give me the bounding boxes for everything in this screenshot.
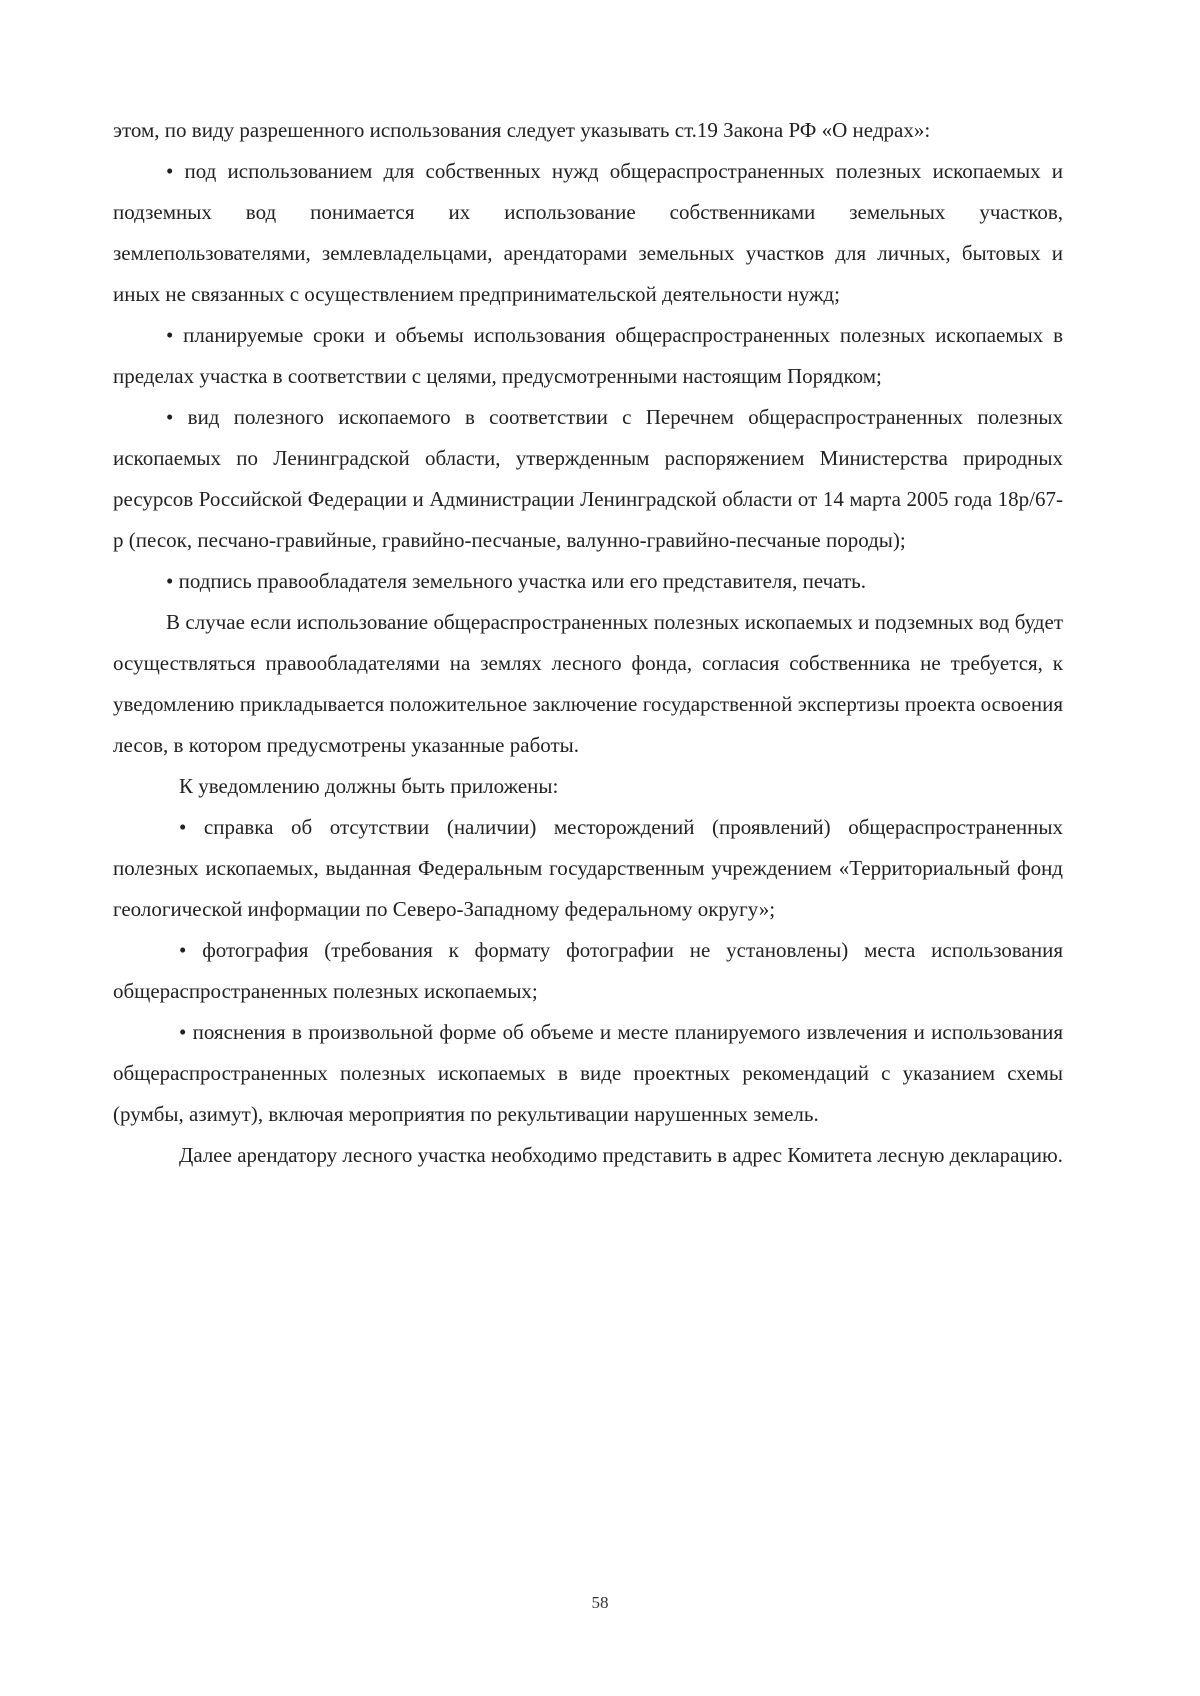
list-item-signature: • подпись правообладателя земельного участка или его представителя, печать. [166,569,866,593]
list-item-terms-volumes: • планируемые сроки и объемы использования общераспространенных полезных ископаемых в пределах участка в соответствии с целями, предусмотренными настоящим Порядком; [113,323,1063,388]
paragraph-attachments-heading: К уведомлению должны быть приложены: [179,774,559,798]
list-item-mineral-type: • вид полезного ископаемого в соответствии с Перечнем общераспространенных полезных ископаемых по Ленинградской области, утвержденным распоряжением Министерства природных ресурсов Российской Федерации и Администрации Ленинградской области от 14 марта 2005 года 18р/67-р (песок, песчано-гравийные, гравийно-песчаные, валунно-гравийно-песчаные породы); [113,405,1063,552]
paragraph-forest-declaration: Далее арендатору лесного участка необходимо представить в адрес Комитета лесную декларацию. [179,1143,1063,1167]
paragraph-forest-lands: В случае если использование общераспространенных полезных ископаемых и подземных вод будет осуществляться правообладателями на землях лесного фонда, согласия собственника не требуется, к уведомлению прикладывается положительное заключение государственной экспертизы проекта освоения лесов, в котором предусмотрены указанные работы. [113,610,1063,757]
list-item-certificate: • справка об отсутствии (наличии) месторождений (проявлений) общераспространенных полезных ископаемых, выданная Федеральным государственным учреждением «Территориальный фонд геологической информации по Северо-Западному федеральному округу»; [113,815,1063,921]
document-body [113,110,1063,1176]
list-item-own-needs: • под использованием для собственных нужд общераспространенных полезных ископаемых и подземных вод понимается их использование собственниками земельных участков, землепользователями, землевладельцами, арендаторами земельных участков для личных, бытовых и иных не связанных с осуществлением предпринимательской деятельности нужд; [113,159,1063,306]
list-item-explanations: • пояснения в произвольной форме об объеме и месте планируемого извлечения и использования общераспространенных полезных ископаемых в виде проектных рекомендаций с указанием схемы (румбы, азимут), включая мероприятия по рекультивации нарушенных земель. [113,1020,1063,1126]
page-number: 58 [591,1593,609,1612]
paragraph-continuation: этом, по виду разрешенного использования следует указывать ст.19 Закона РФ «О недрах»: [113,118,931,142]
list-item-photo: • фотография (требования к формату фотографии не установлены) места использования общераспространенных полезных ископаемых; [113,938,1063,1003]
